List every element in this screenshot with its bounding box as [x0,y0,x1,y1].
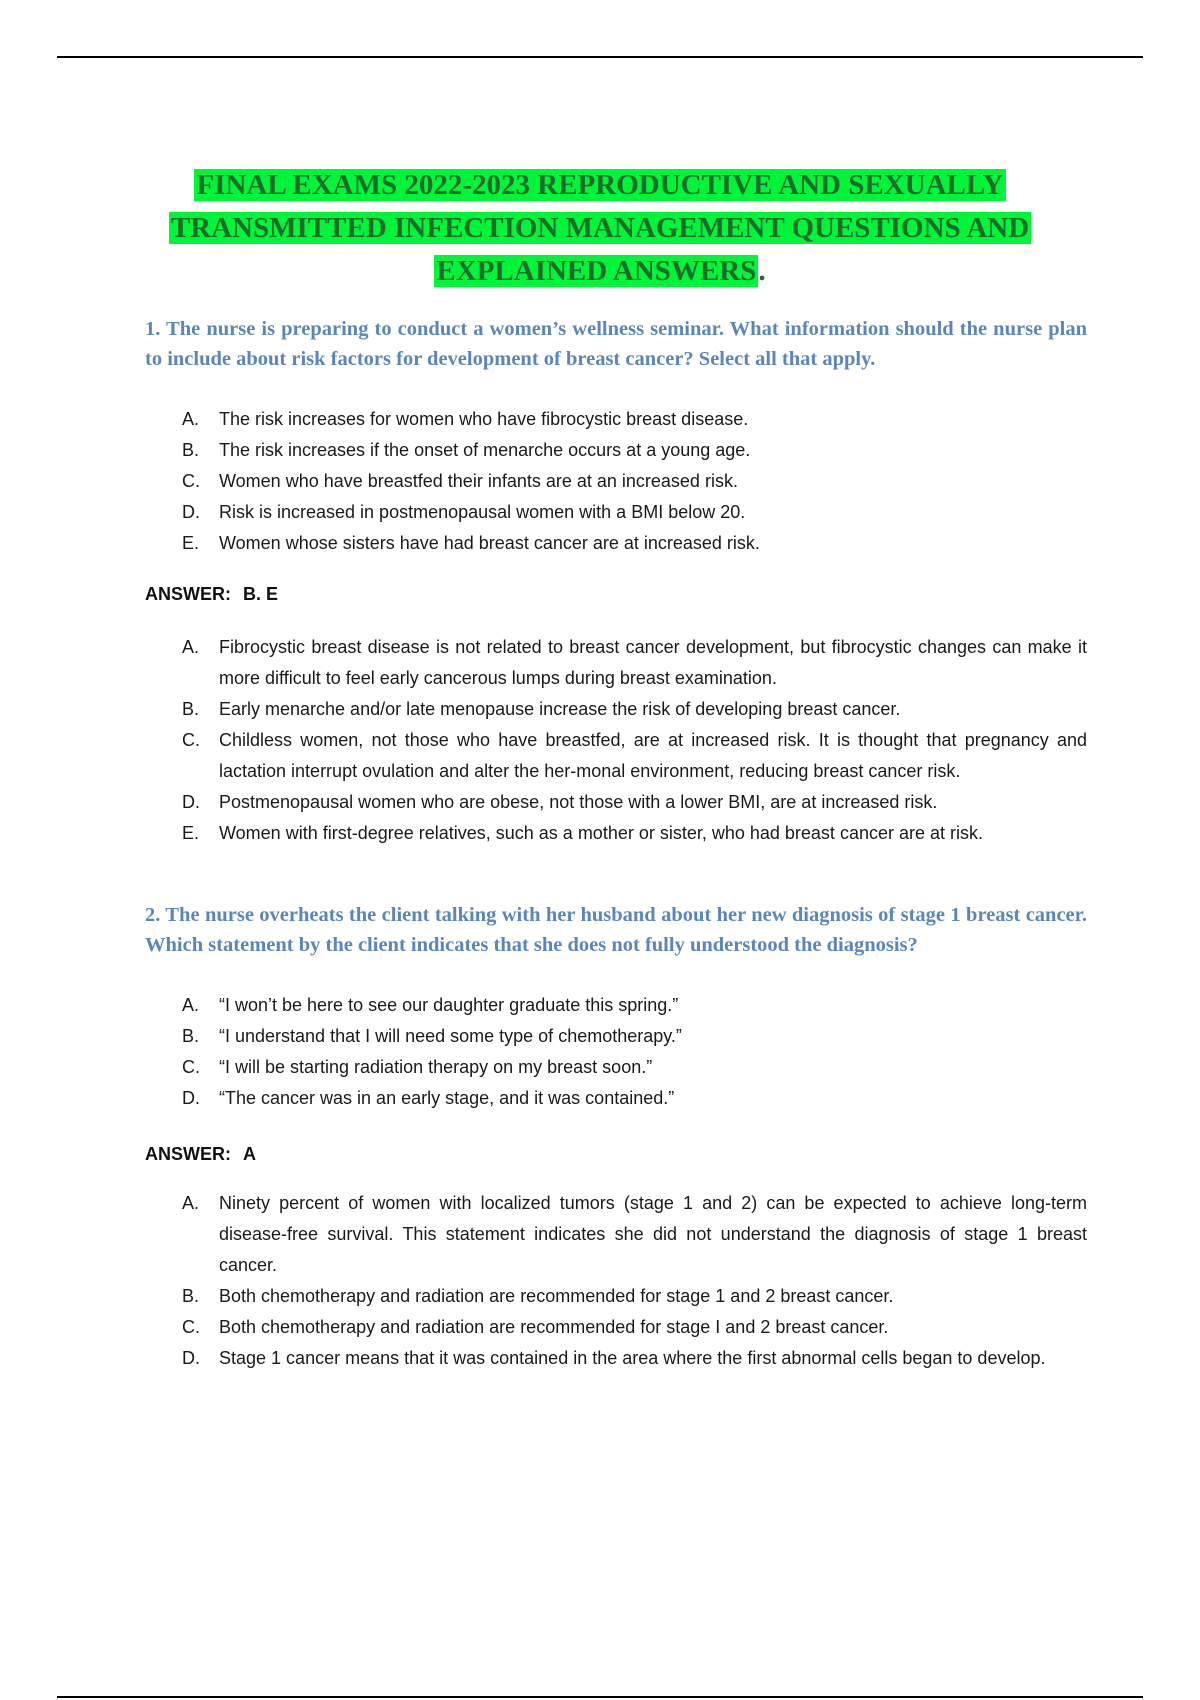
answer-2-explanations [145,1188,1087,1374]
answer-2 [145,1140,1087,1168]
explanation-letter: A. [182,1193,200,1213]
explanation-text: Ninety percent of women with localized tumors (stage 1 and 2) can be expected to achieve long-term disease-free survival. This statement indicates she did not understand the diagnosis of stage 1 breast cancer. [219,1193,1087,1275]
answer-value: A [243,1144,256,1164]
option-letter: C. [182,1057,200,1077]
explanation-text: Women with first-degree relatives, such as a mother or sister, who had breast cancer are at risk. [219,823,983,843]
explanation-letter: E. [182,823,200,843]
option-text: “I will be starting radiation therapy on my breast soon.” [219,1057,653,1077]
q2-option-a [145,990,1087,1021]
explanation-letter: D. [182,792,200,812]
q1-option-b [145,435,1087,466]
option-text: Women whose sisters have had breast cancer are at increased risk. [219,533,760,553]
answer-label: ANSWER: [145,1144,231,1164]
question-2: 2. The nurse overheats the client talking with her husband about her new diagnosis of stage 1 breast cancer. Which statement by the client indicates that she does not fully understood the diagnosis? [145,904,1087,956]
explanation-text: Childless women, not those who have breastfed, are at increased risk. It is thought that pregnancy and lactation interrupt ovulation and alter the her-monal environment, reducing breast cancer risk. [219,730,1087,781]
option-letter: D. [182,1088,200,1108]
question-1: 1. The nurse is preparing to conduct a women’s wellness seminar. What information should the nurse plan to include about risk factors for development of breast cancer? Select all that apply. [145,318,1087,370]
answer-value: B. E [243,584,279,604]
explanation-letter: B. [182,699,200,719]
q1-explanation-c [145,725,1087,787]
explanation-text: Both chemotherapy and radiation are recommended for stage I and 2 breast cancer. [219,1317,889,1337]
q1-option-c [145,466,1087,497]
top-rule [57,56,1143,58]
option-letter: A. [182,995,200,1015]
explanation-letter: B. [182,1286,200,1306]
option-letter: A. [182,409,200,429]
q1-option-d [145,497,1087,528]
option-text: “I understand that I will need some type of chemotherapy.” [219,1026,682,1046]
option-letter: D. [182,502,200,522]
option-text: The risk increases for women who have fibrocystic breast disease. [219,409,749,429]
option-text: The risk increases if the onset of menarche occurs at a young age. [219,440,751,460]
q1-option-e [145,528,1087,559]
q2-option-c [145,1052,1087,1083]
q2-option-d [145,1083,1087,1114]
explanation-text: Both chemotherapy and radiation are recommended for stage 1 and 2 breast cancer. [219,1286,894,1306]
title-line-3: EXPLAINED ANSWERS [436,255,757,287]
option-text: Risk is increased in postmenopausal women with a BMI below 20. [219,502,746,522]
q2-option-b [145,1021,1087,1052]
title-period: . [758,255,766,287]
title-line-2: TRANSMITTED INFECTION MANAGEMENT QUESTIONS AND [170,212,1030,244]
q2-explanation-d [145,1343,1087,1374]
explanation-text: Early menarche and/or late menopause increase the risk of developing breast cancer. [219,699,901,719]
option-letter: E. [182,533,200,553]
explanation-text: Stage 1 cancer means that it was contained in the area where the first abnormal cells began to develop. [219,1348,1046,1368]
q2-explanation-b [145,1281,1087,1312]
q2-explanation-c [145,1312,1087,1343]
explanation-text: Fibrocystic breast disease is not related to breast cancer development, but fibrocystic changes can make it more difficult to feel early cancerous lumps during breast examination. [219,637,1087,688]
bottom-rule [57,1696,1143,1698]
explanation-letter: D. [182,1348,200,1368]
option-letter: B. [182,440,200,460]
q2-explanation-a [145,1188,1087,1281]
answer-1 [145,580,1087,608]
explanation-letter: A. [182,637,200,657]
option-letter: C. [182,471,200,491]
q1-explanation-d [145,787,1087,818]
answer-label: ANSWER: [145,584,231,604]
question-2-options [145,990,1087,1114]
option-text: “The cancer was in an early stage, and it was contained.” [219,1088,675,1108]
explanation-letter: C. [182,730,200,750]
question-1-options [145,404,1087,559]
q1-explanation-b [145,694,1087,725]
q1-explanation-e [145,818,1087,849]
answer-1-explanations [145,632,1087,849]
option-text: “I won’t be here to see our daughter graduate this spring.” [219,995,679,1015]
q1-explanation-a [145,632,1087,694]
option-letter: B. [182,1026,200,1046]
title-line-1: FINAL EXAMS 2022-2023 REPRODUCTIVE AND SEXUALLY [196,169,1004,201]
option-text: Women who have breastfed their infants are at an increased risk. [219,471,738,491]
document-title [120,164,1080,293]
q1-option-a [145,404,1087,435]
explanation-text: Postmenopausal women who are obese, not those with a lower BMI, are at increased risk. [219,792,938,812]
explanation-letter: C. [182,1317,200,1337]
